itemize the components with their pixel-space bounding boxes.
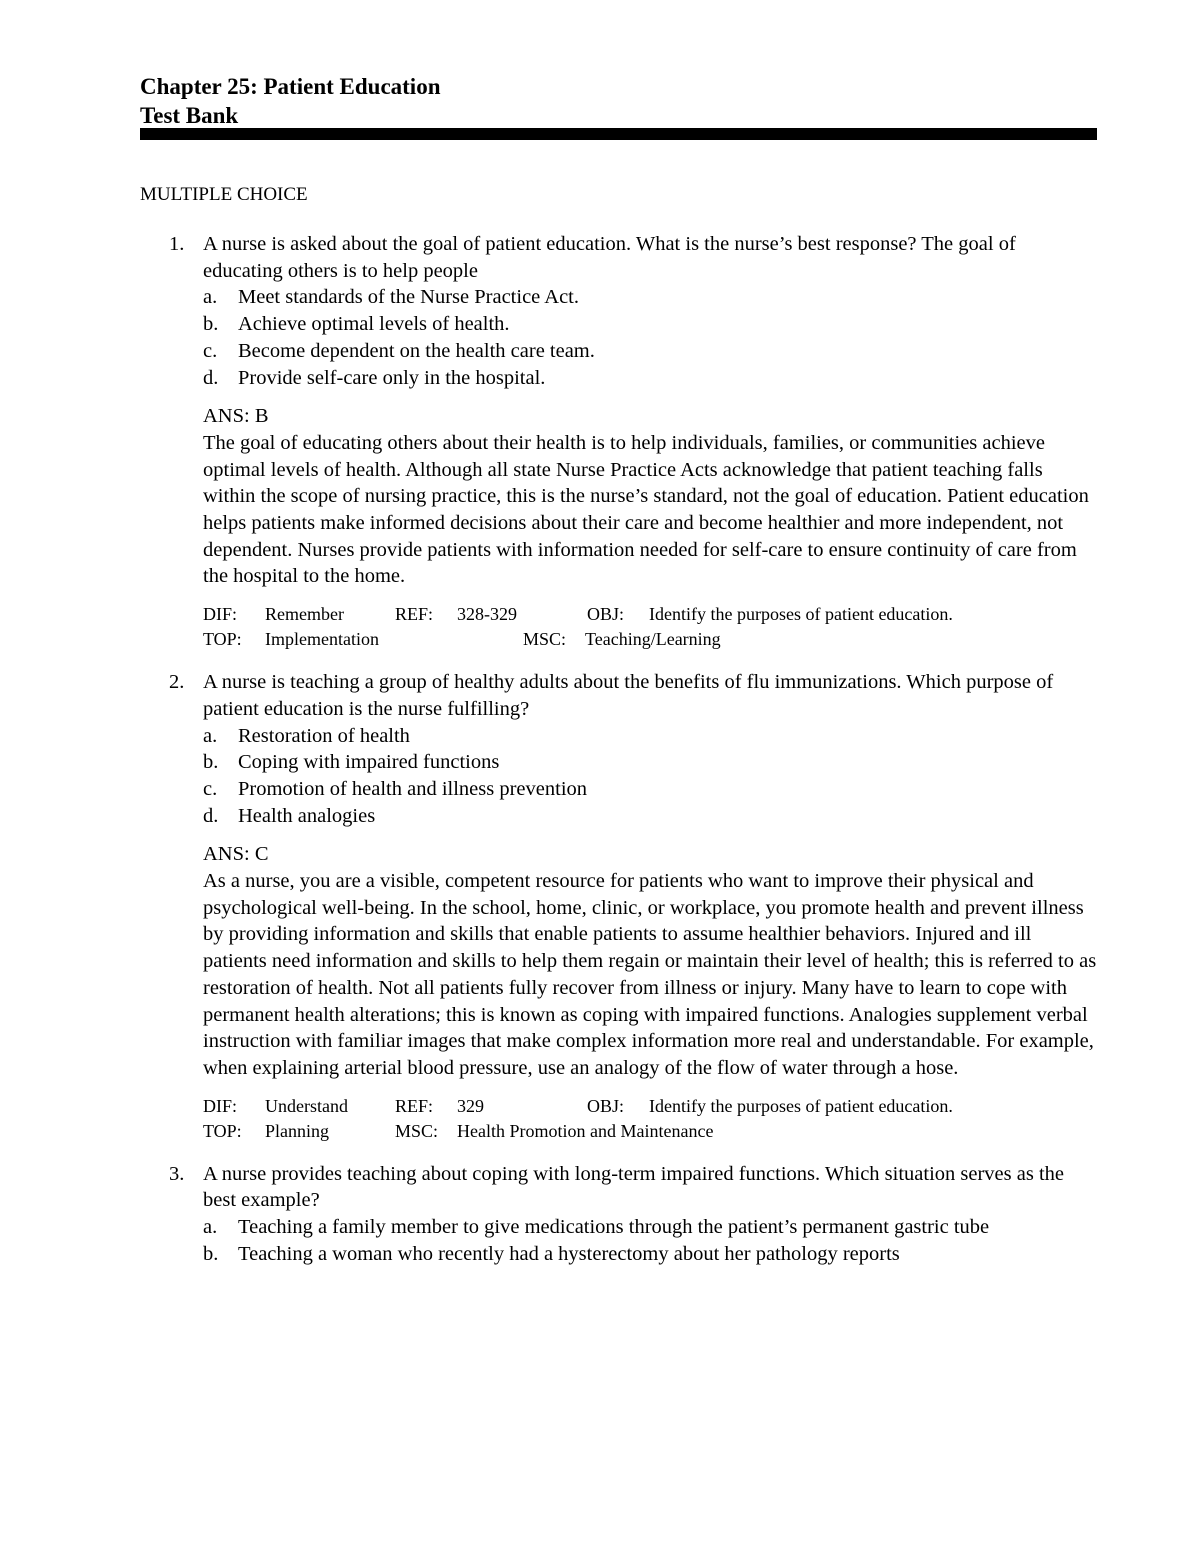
question-metadata [203, 602, 1100, 652]
metadata-row-2 [203, 1119, 1100, 1144]
option-text: Restoration of health [238, 724, 410, 747]
header-divider [140, 128, 1097, 140]
option-b [203, 749, 1100, 776]
option-text: Achieve optimal levels of health. [238, 313, 510, 336]
option-letter: b. [203, 751, 219, 774]
option-a [203, 723, 1100, 750]
option-b [203, 1241, 1100, 1268]
option-text: Teaching a family member to give medications through the patient’s permanent gastric tube [238, 1216, 990, 1239]
metadata-row-1 [203, 602, 1100, 627]
option-b [203, 311, 1100, 338]
option-c [203, 776, 1100, 803]
ref-label: REF: [395, 604, 434, 625]
msc-value: Teaching/Learning [585, 629, 721, 650]
top-label: TOP: [203, 629, 242, 650]
obj-label: OBJ: [587, 1095, 625, 1116]
topic-value: Implementation [265, 629, 379, 650]
option-letter: b. [203, 1242, 219, 1265]
question-3 [140, 1161, 1100, 1268]
dif-label: DIF: [203, 604, 238, 625]
question-stem: A nurse provides teaching about coping with long-term impaired functions. Which situation serves as the best example? [203, 1162, 1064, 1212]
question-stem: A nurse is asked about the goal of patient education. What is the nurse’s best response? The goal of educating others is to help people [203, 233, 1016, 282]
rationale: The goal of educating others about their health is to help individuals, families, or communities achieve optimal levels of health. Although all state Nurse Practice Acts acknowledge that patient teaching falls within the scope of nursing practice, this is the nurse’s standard, not the goal of education. Patient education helps patients make informed decisions about their care and become healthier and more independent, not dependent. Nurses provide patients with information needed for self-care to ensure continuity of care from the hospital to the home. [203, 431, 1089, 588]
option-text: Promotion of health and illness prevention [238, 777, 588, 800]
option-a [203, 1214, 1100, 1241]
section-heading: MULTIPLE CHOICE [140, 184, 308, 205]
option-letter: d. [203, 804, 219, 827]
option-d [203, 365, 1100, 392]
question-2 [140, 669, 1100, 1144]
question-1 [140, 231, 1100, 652]
option-letter: b. [203, 313, 219, 336]
option-letter: c. [203, 339, 218, 362]
objective-value: Identify the purposes of patient education. [649, 1095, 953, 1116]
reference-value: 328-329 [457, 604, 517, 625]
metadata-row-1 [203, 1094, 1100, 1119]
option-d [203, 803, 1100, 830]
question-number: 2. [169, 671, 185, 694]
question-metadata [203, 1094, 1100, 1144]
question-list [140, 231, 1100, 1285]
answer-key: ANS: B [203, 405, 269, 428]
option-letter: a. [203, 724, 218, 747]
obj-label: OBJ: [587, 604, 625, 625]
msc-value: Health Promotion and Maintenance [457, 1120, 714, 1141]
option-letter: a. [203, 1216, 218, 1239]
topic-value: Planning [265, 1120, 330, 1141]
option-text: Meet standards of the Nurse Practice Act. [238, 286, 579, 309]
top-label: TOP: [203, 1120, 242, 1141]
document-header [140, 72, 441, 130]
option-text: Health analogies [238, 804, 376, 827]
option-c [203, 338, 1100, 365]
difficulty-value: Remember [265, 604, 344, 625]
question-number: 3. [169, 1162, 185, 1185]
option-letter: c. [203, 777, 218, 800]
objective-value: Identify the purposes of patient education. [649, 604, 953, 625]
msc-label: MSC: [395, 1120, 439, 1141]
option-text: Become dependent on the health care team. [238, 339, 595, 362]
msc-label: MSC: [523, 629, 567, 650]
dif-label: DIF: [203, 1095, 238, 1116]
option-text: Provide self-care only in the hospital. [238, 366, 546, 389]
option-text: Coping with impaired functions [238, 751, 500, 774]
option-text: Teaching a woman who recently had a hysterectomy about her pathology reports [238, 1242, 900, 1265]
chapter-title: Chapter 25: Patient Education [140, 74, 441, 99]
answer-key: ANS: C [203, 843, 269, 866]
option-letter: d. [203, 366, 219, 389]
ref-label: REF: [395, 1095, 434, 1116]
option-letter: a. [203, 286, 218, 309]
question-stem: A nurse is teaching a group of healthy adults about the benefits of flu immunizations. Which purpose of patient education is the nurse fulfilling? [203, 671, 1054, 720]
reference-value: 329 [457, 1095, 484, 1116]
difficulty-value: Understand [265, 1095, 348, 1116]
option-a [203, 284, 1100, 311]
question-number: 1. [169, 233, 185, 255]
rationale: As a nurse, you are a visible, competent resource for patients who want to improve their physical and psychological well-being. In the school, home, clinic, or workplace, you promote health and prevent illness by providing information and skills that enable patients to assume healthier behaviors. Injured and ill patients need information and skills to help them regain or maintain their level of health; this is referred to as restoration of health. Not all patients fully recover from illness or injury. Many have to learn to cope with permanent health alterations; this is known as coping with impaired functions. Analogies supplement verbal instruction with familiar images that make complex information more real and understandable. For example, when explaining arterial blood pressure, use an analogy of the flow of water through a hose. [203, 870, 1097, 1079]
metadata-row-2 [203, 627, 1100, 652]
test-bank-subtitle: Test Bank [140, 103, 239, 128]
